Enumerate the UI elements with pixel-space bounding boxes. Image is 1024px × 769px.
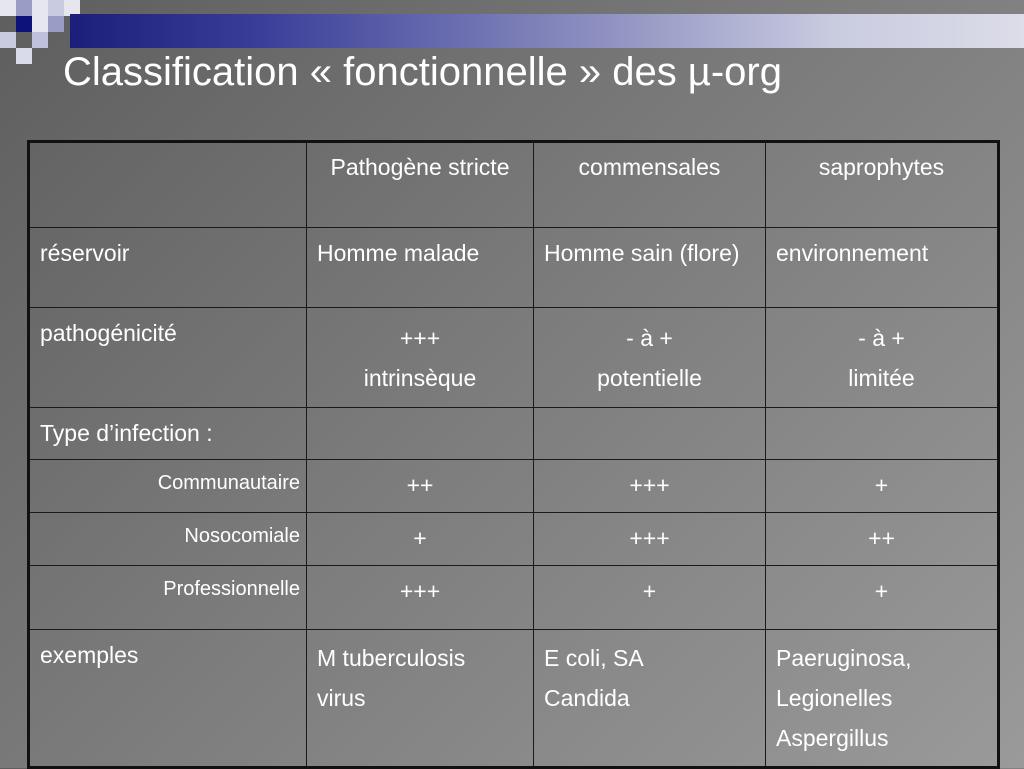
table-row-professionnelle — [29, 565, 999, 629]
table-cell: +++ intrinsèque — [307, 308, 534, 408]
table-row-reservoir — [29, 228, 999, 308]
classification-table — [27, 140, 1000, 769]
table-cell — [307, 407, 534, 459]
header-commensales: commensales — [534, 142, 766, 228]
table-cell: +++ — [534, 459, 766, 512]
table-cell: + — [307, 512, 534, 565]
header-empty-cell — [29, 142, 307, 228]
row-sublabel: Communautaire — [29, 459, 307, 512]
table-cell: - à + potentielle — [534, 308, 766, 408]
table-cell: +++ — [307, 565, 534, 629]
table-cell: ++ — [307, 459, 534, 512]
title-gradient-bar — [70, 14, 1024, 48]
table-row-nosocomiale — [29, 512, 999, 565]
row-label: exemples — [29, 629, 307, 768]
table-row-communautaire — [29, 459, 999, 512]
table-cell: +++ — [534, 512, 766, 565]
slide-title: Classification « fonctionnelle » des µ-org — [63, 50, 782, 94]
row-label: pathogénicité — [29, 308, 307, 408]
row-sublabel: Nosocomiale — [29, 512, 307, 565]
header-pathogene-stricte: Pathogène stricte — [307, 142, 534, 228]
table-header-row — [29, 142, 999, 228]
header-saprophytes: saprophytes — [766, 142, 999, 228]
table-cell: + — [534, 565, 766, 629]
table-cell: - à + limitée — [766, 308, 999, 408]
table-cell: E coli, SA Candida — [534, 629, 766, 768]
table-cell: ++ — [766, 512, 999, 565]
row-label: réservoir — [29, 228, 307, 308]
row-label: Type d’infection : — [29, 407, 307, 459]
table-cell: Paeruginosa, Legionelles Aspergillus — [766, 629, 999, 768]
row-sublabel: Professionnelle — [29, 565, 307, 629]
table-cell — [766, 407, 999, 459]
table-cell: + — [766, 459, 999, 512]
table-cell — [534, 407, 766, 459]
table-cell: Homme malade — [307, 228, 534, 308]
table-cell: + — [766, 565, 999, 629]
table-cell: M tuberculosis virus — [307, 629, 534, 768]
table-row-pathogenicite — [29, 308, 999, 408]
table-cell: environnement — [766, 228, 999, 308]
table-cell: Homme sain (flore) — [534, 228, 766, 308]
table-row-exemples — [29, 629, 999, 768]
table-row-type-infection — [29, 407, 999, 459]
